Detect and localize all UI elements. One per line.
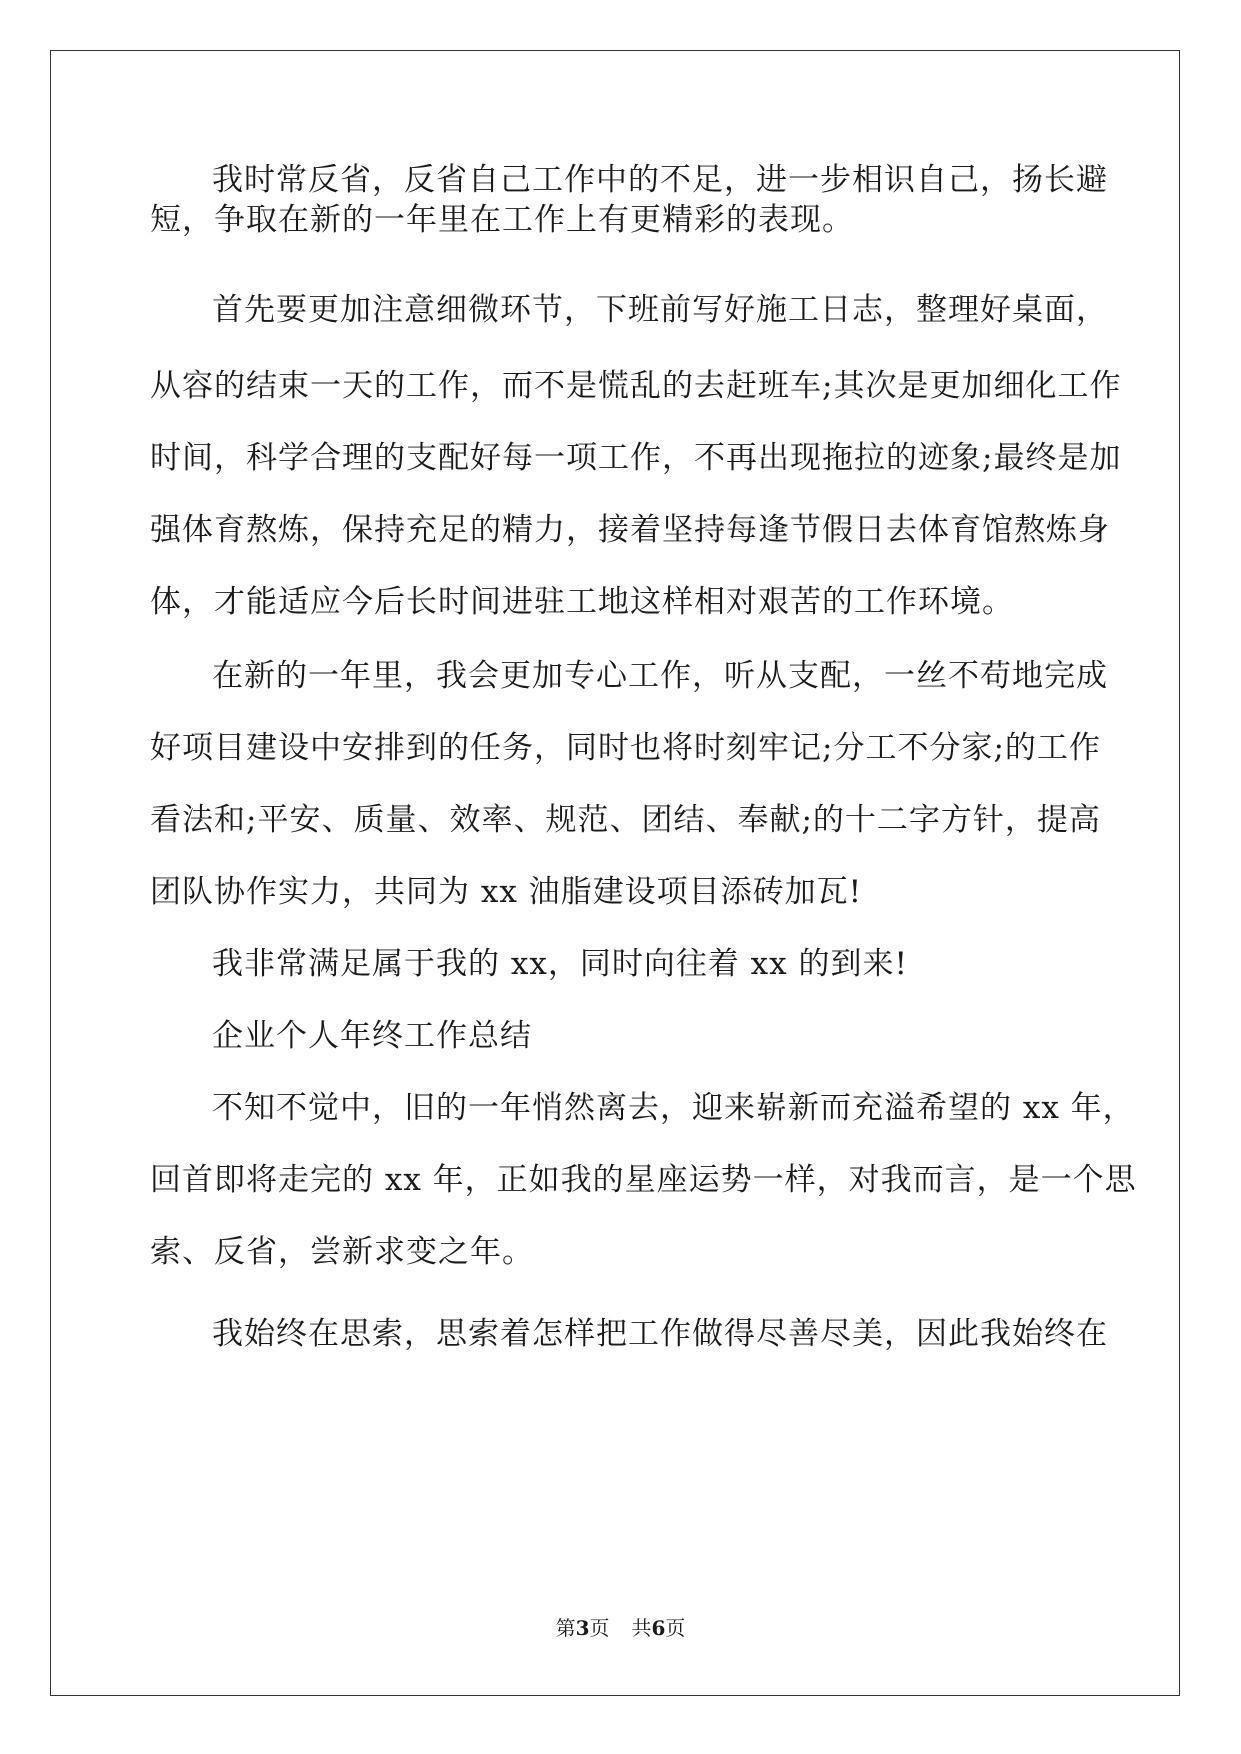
paragraph-line: 我非常满足属于我的 xx，同时向往着 xx 的到来! xyxy=(212,946,908,982)
page-total-number: 6 xyxy=(651,1616,666,1640)
total-unit: 页 xyxy=(665,1616,686,1640)
paragraph-line: 不知不觉中，旧的一年悄然离去，迎来崭新而充溢希望的 xx 年， xyxy=(212,1090,1135,1126)
page-prefix: 第 xyxy=(555,1616,576,1640)
paragraph-line: 我始终在思索，思索着怎样把工作做得尽善尽美，因此我始终在 xyxy=(212,1316,1108,1352)
paragraph-line: 好项目建设中安排到的任务，同时也将时刻牢记;分工不分家;的工作 xyxy=(150,730,1101,766)
paragraph-line: 看法和;平安、质量、效率、规范、团结、奉献;的十二字方针，提高 xyxy=(150,802,1101,838)
paragraph-line: 短，争取在新的一年里在工作上有更精彩的表现。 xyxy=(150,202,854,238)
paragraph-line: 时间，科学合理的支配好每一项工作，不再出现拖拉的迹象;最终是加 xyxy=(150,440,1122,476)
page-unit: 页 xyxy=(589,1616,610,1640)
section-heading: 企业个人年终工作总结 xyxy=(212,1018,532,1054)
page-footer xyxy=(0,1612,1241,1641)
paragraph-line: 回首即将走完的 xx 年，正如我的星座运势一样，对我而言，是一个思 xyxy=(150,1162,1137,1198)
paragraph-line: 我时常反省，反省自己工作中的不足，进一步相识自己，扬长避 xyxy=(212,162,1108,198)
paragraph-line: 首先要更加注意细微环节，下班前写好施工日志，整理好桌面， xyxy=(212,292,1108,328)
paragraph-line: 从容的结束一天的工作，而不是慌乱的去赶班车;其次是更加细化工作 xyxy=(150,368,1122,404)
paragraph-line: 索、反省，尝新求变之年。 xyxy=(150,1234,534,1270)
paragraph-line: 强体育熬炼，保持充足的精力，接着坚持每逢节假日去体育馆熬炼身 xyxy=(150,512,1110,548)
total-prefix: 共 xyxy=(631,1616,652,1640)
paragraph-line: 体，才能适应今后长时间进驻工地这样相对艰苦的工作环境。 xyxy=(150,584,1014,620)
paragraph-line: 团队协作实力，共同为 xx 油脂建设项目添砖加瓦! xyxy=(150,874,863,910)
paragraph-line: 在新的一年里，我会更加专心工作，听从支配，一丝不苟地完成 xyxy=(212,658,1108,694)
page-current-number: 3 xyxy=(575,1616,590,1640)
